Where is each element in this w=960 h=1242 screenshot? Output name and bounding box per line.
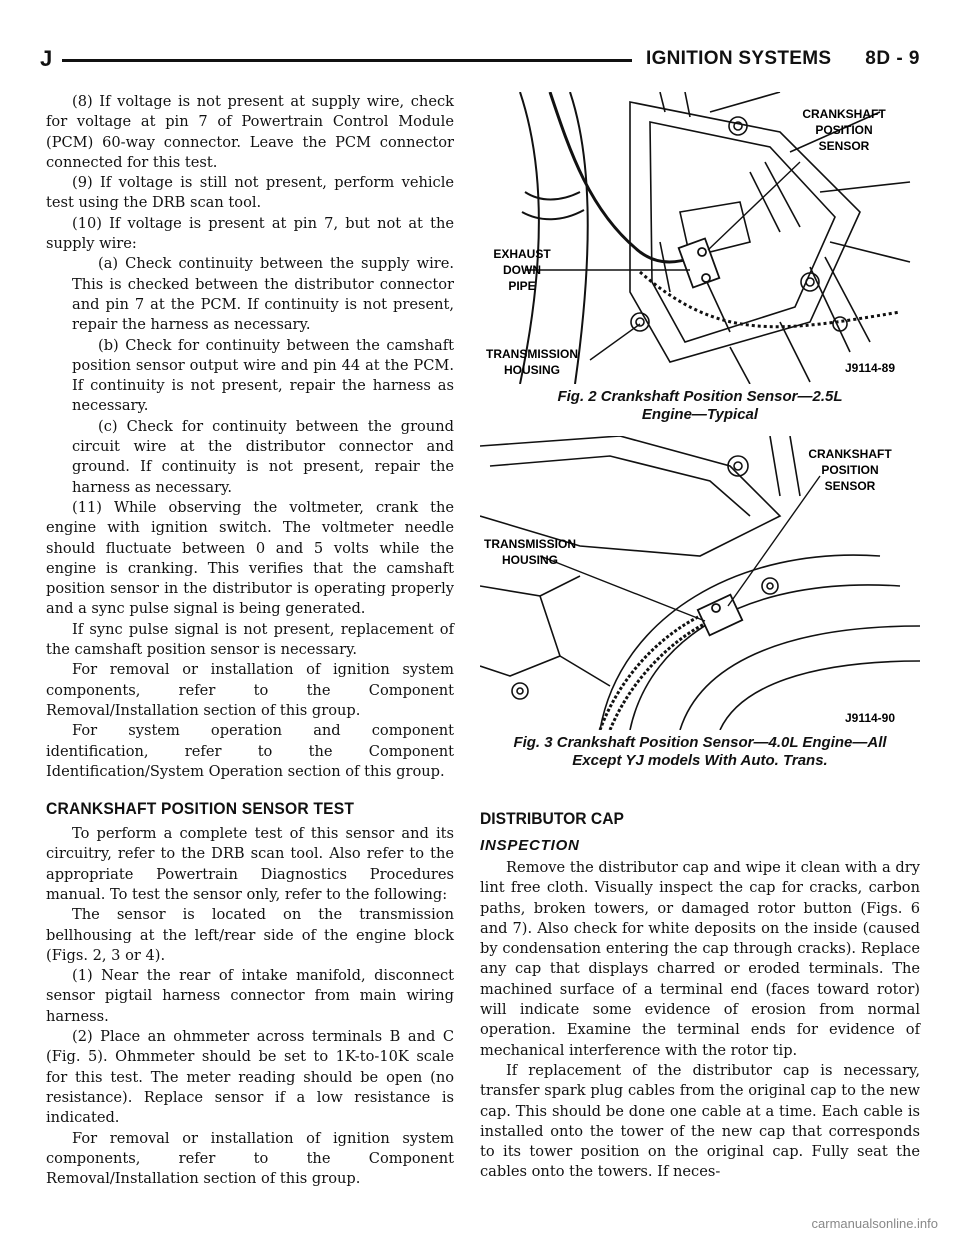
crankshaft-test-heading: CRANKSHAFT POSITION SENSOR TEST <box>46 799 355 819</box>
section-letter: J <box>40 46 53 71</box>
figure-3-caption-line: Except YJ models With Auto. Trans. <box>572 752 828 769</box>
page-header <box>40 44 920 74</box>
fig3-trans-label: HOUSING <box>501 553 559 567</box>
fig2-crank-sensor-label: POSITION <box>815 123 873 137</box>
distributor-cap-section <box>480 808 920 1183</box>
paragraph: The sensor is located on the transmission bellhousing at the left/rear side of the engine block (Figs. 2, 3 or 4). <box>46 906 454 964</box>
paragraph: (2) Place an ohmmeter across terminals B and C (Fig. 5). Ohmmeter should be set to 1K-to-10K scale for this test. The meter reading should be open (no resistance). Replace sensor if a low resistance is indicated. <box>46 1028 454 1127</box>
paragraph: For removal or installation of ignition system components, refer to the Component Removal/Installation section of this group. <box>46 661 454 719</box>
fig3-crank-sensor-label: CRANKSHAFT <box>808 447 892 461</box>
fig2-trans-label: HOUSING <box>503 363 561 377</box>
paragraph: Remove the distributor cap and wipe it clean with a dry lint free cloth. Visually inspect the cap for cracks, carbon paths, broken towers, or damaged rotor button (Figs. 6 and 7). Also check for white deposits on the inside (caused by condensation entering the cap through cracks). Replace any cap that displays charred or eroded terminals. The machined surface of a terminal end (faces toward rotor) will indicate some evidence of erosion from normal operation. Examine the terminal ends for evidence of mechanical interference with the rotor tip. <box>480 859 920 1059</box>
paragraph: For removal or installation of ignition system components, refer to the Component Removal/Installation section of this group. <box>46 1129 454 1188</box>
paragraph: (a) Check continuity between the supply wire. This is checked between the distributor connector and pin 7 at the PCM. If continuity is not present, repair the harness as necessary. <box>72 255 454 334</box>
paragraph: (1) Near the rear of intake manifold, disconnect sensor pigtail harness connector from main wiring harness. <box>46 967 454 1025</box>
watermark: carmanualsonline.info <box>811 1216 938 1231</box>
figure-2-caption <box>480 388 920 424</box>
fig3-crank-sensor-label: SENSOR <box>824 479 876 493</box>
paragraph: (9) If voltage is still not present, perform vehicle test using the DRB scan tool. <box>46 174 454 212</box>
paragraph: To perform a complete test of this sensor and its circuitry, refer to the DRB scan tool. Also refer to the appropriate Powertrain Diagnostics Procedures manual. To test the sensor only, refer to the following: <box>46 825 454 903</box>
left-column <box>46 92 454 1189</box>
figure-2-caption-line: Fig. 2 Crankshaft Position Sensor—2.5L <box>557 388 843 405</box>
right-column-figures <box>480 92 920 770</box>
paragraph: (10) If voltage is present at pin 7, but not at the supply wire: <box>46 214 454 253</box>
fig3-crank-sensor-label: POSITION <box>821 463 879 477</box>
left-paragraphs-before <box>46 92 454 782</box>
paragraph: (11) While observing the voltmeter, crank the engine with ignition switch. The voltmeter needle should fluctuate between 0 and 5 volts while the engine is cranking. This verifies that the camshaft position sensor in the distributor is operating properly and a sync pulse signal is being generated. <box>46 498 454 618</box>
paragraph: If replacement of the distributor cap is necessary, transfer spark plug cables from the original cap to the new cap. This should be done one cable at a time. Each cable is installed onto the tower of the new cap that corresponds to its tower position on the original cap. Fully seat the cables onto the towers. If neces- <box>480 1061 920 1181</box>
page-title: IGNITION SYSTEMS <box>646 48 832 69</box>
figure-3-caption <box>480 734 920 770</box>
header-rule <box>62 59 632 62</box>
inspection-subheading: INSPECTION <box>480 837 580 854</box>
paragraph: (b) Check for continuity between the camshaft position sensor output wire and pin 44 at the PCM. If continuity is not present, repair the harness as necessary. <box>72 336 454 415</box>
paragraph: For system operation and component identification, refer to the Component Identification/System Operation section of this group. <box>46 722 454 780</box>
figure-2-illustration <box>480 92 920 384</box>
fig2-exhaust-label: EXHAUST <box>493 247 551 261</box>
paragraph: (c) Check for continuity between the ground circuit wire at the distributor connector and ground. If continuity is not present, repair the harness as necessary. <box>72 417 454 496</box>
fig2-crank-sensor-label: SENSOR <box>818 139 870 153</box>
right-paragraphs <box>480 858 920 1183</box>
figure-2-caption-line: Engine—Typical <box>641 406 759 423</box>
fig2-crank-sensor-label: CRANKSHAFT <box>802 107 886 121</box>
fig3-code: J9114-90 <box>844 711 896 725</box>
left-paragraphs-after <box>46 824 454 1189</box>
fig2-trans-label: TRANSMISSION <box>485 347 579 361</box>
figure-2 <box>480 92 920 424</box>
fig2-code: J9114-89 <box>844 361 896 375</box>
paragraph: (8) If voltage is not present at supply wire, check for voltage at pin 7 of Powertrain Control Module (PCM) 60-way connector. Leave the PCM connector connected for this test. <box>46 93 454 171</box>
fig2-exhaust-label: DOWN <box>503 263 541 277</box>
distributor-cap-heading: DISTRIBUTOR CAP <box>480 809 624 828</box>
fig3-trans-label: TRANSMISSION <box>483 537 577 551</box>
paragraph: If sync pulse signal is not present, replacement of the camshaft position sensor is necessary. <box>46 620 454 659</box>
figure-3-illustration <box>480 436 920 730</box>
fig2-exhaust-label: PIPE <box>508 279 536 293</box>
page-number: 8D - 9 <box>865 48 920 69</box>
figure-3 <box>480 436 920 770</box>
figure-3-caption-line: Fig. 3 Crankshaft Position Sensor—4.0L Engine—All <box>513 734 887 751</box>
